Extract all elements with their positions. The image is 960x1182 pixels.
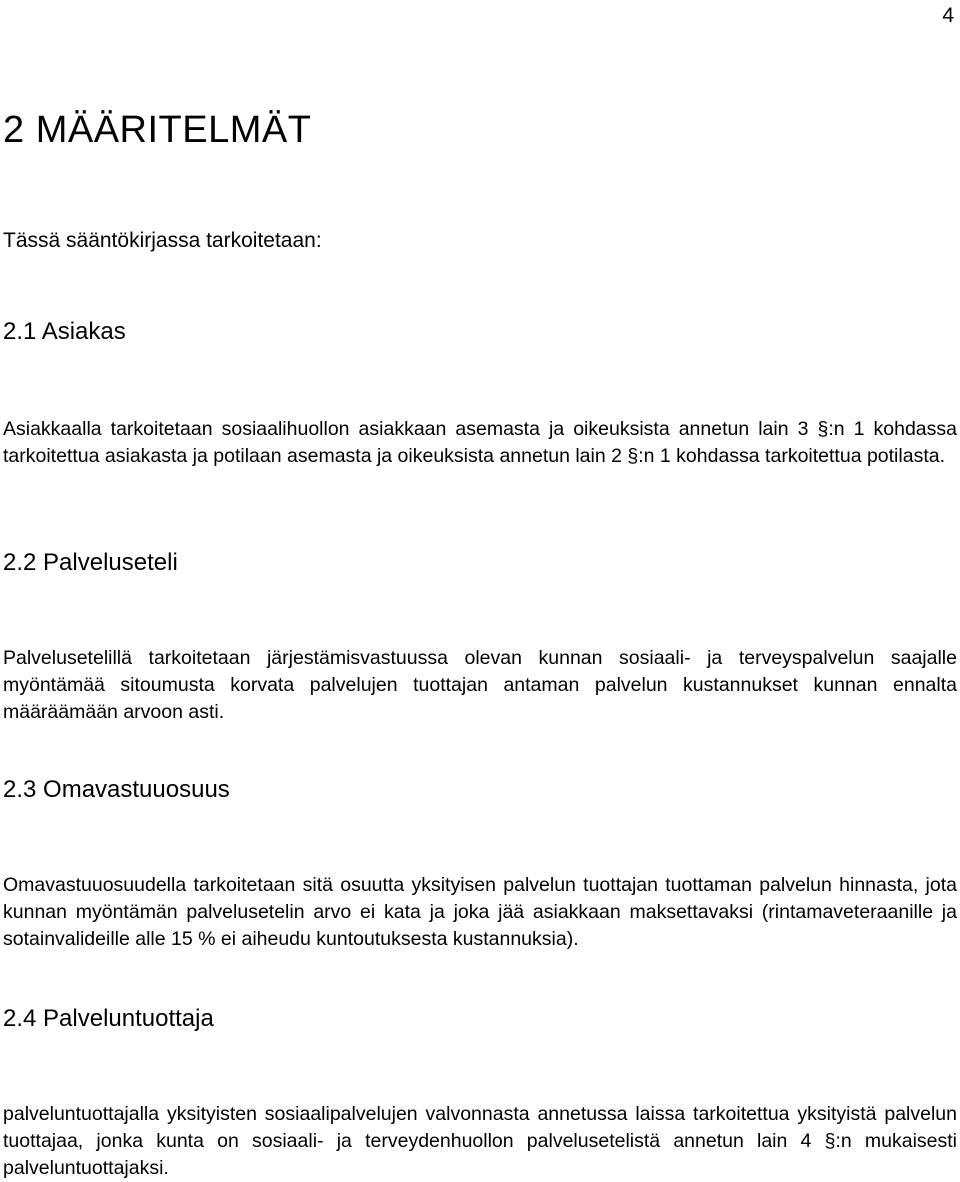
page-number: 4 (942, 4, 954, 27)
section-heading-asiakas: 2.1 Asiakas (3, 318, 126, 345)
section-body-palveluseteli: Palvelusetelillä tarkoitetaan järjestämisvastuussa olevan kunnan sosiaali- ja terveyspalvelun saajalle myöntämää sitoumusta korvata palvelujen tuottajan antaman palvelun kustannukset kunnan ennalta määräämään arvoon asti. (3, 647, 957, 723)
section-body-omavastuuosuus: Omavastuuosuudella tarkoitetaan sitä osuutta yksityisen palvelun tuottajan tuottaman palvelun hinnasta, jota kunnan myöntämän palvelusetelin arvo ei kata ja joka jää asiakkaan maksettavaksi (rintamaveteraanille ja sotainvalideille alle 15 % ei aiheudu kuntoutuksesta kustannuksia). (3, 874, 957, 950)
section-heading-palveluseteli: 2.2 Palveluseteli (3, 549, 178, 576)
section-heading-palveluntuottaja: 2.4 Palveluntuottaja (3, 1005, 214, 1032)
intro-text: Tässä sääntökirjassa tarkoitetaan: (3, 229, 322, 252)
page-title: 2 MÄÄRITELMÄT (3, 109, 312, 151)
section-body-palveluntuottaja: palveluntuottajalla yksityisten sosiaalipalvelujen valvonnasta annetussa laissa tarkoitettua yksityistä palvelun tuottajaa, jonka kunta on sosiaali- ja terveydenhuollon palvelusetelistä annetun lain 4 §:n mukaisesti palveluntuottajaksi. (3, 1103, 957, 1179)
section-body-asiakas: Asiakkaalla tarkoitetaan sosiaalihuollon asiakkaan asemasta ja oikeuksista annetun lain 3 §:n 1 kohdassa tarkoitettua asiakasta ja potilaan asemasta ja oikeuksista annetun lain 2 §:n 1 kohdassa tarkoitettua potilasta. (3, 418, 957, 467)
section-heading-omavastuuosuus: 2.3 Omavastuuosuus (3, 776, 230, 803)
